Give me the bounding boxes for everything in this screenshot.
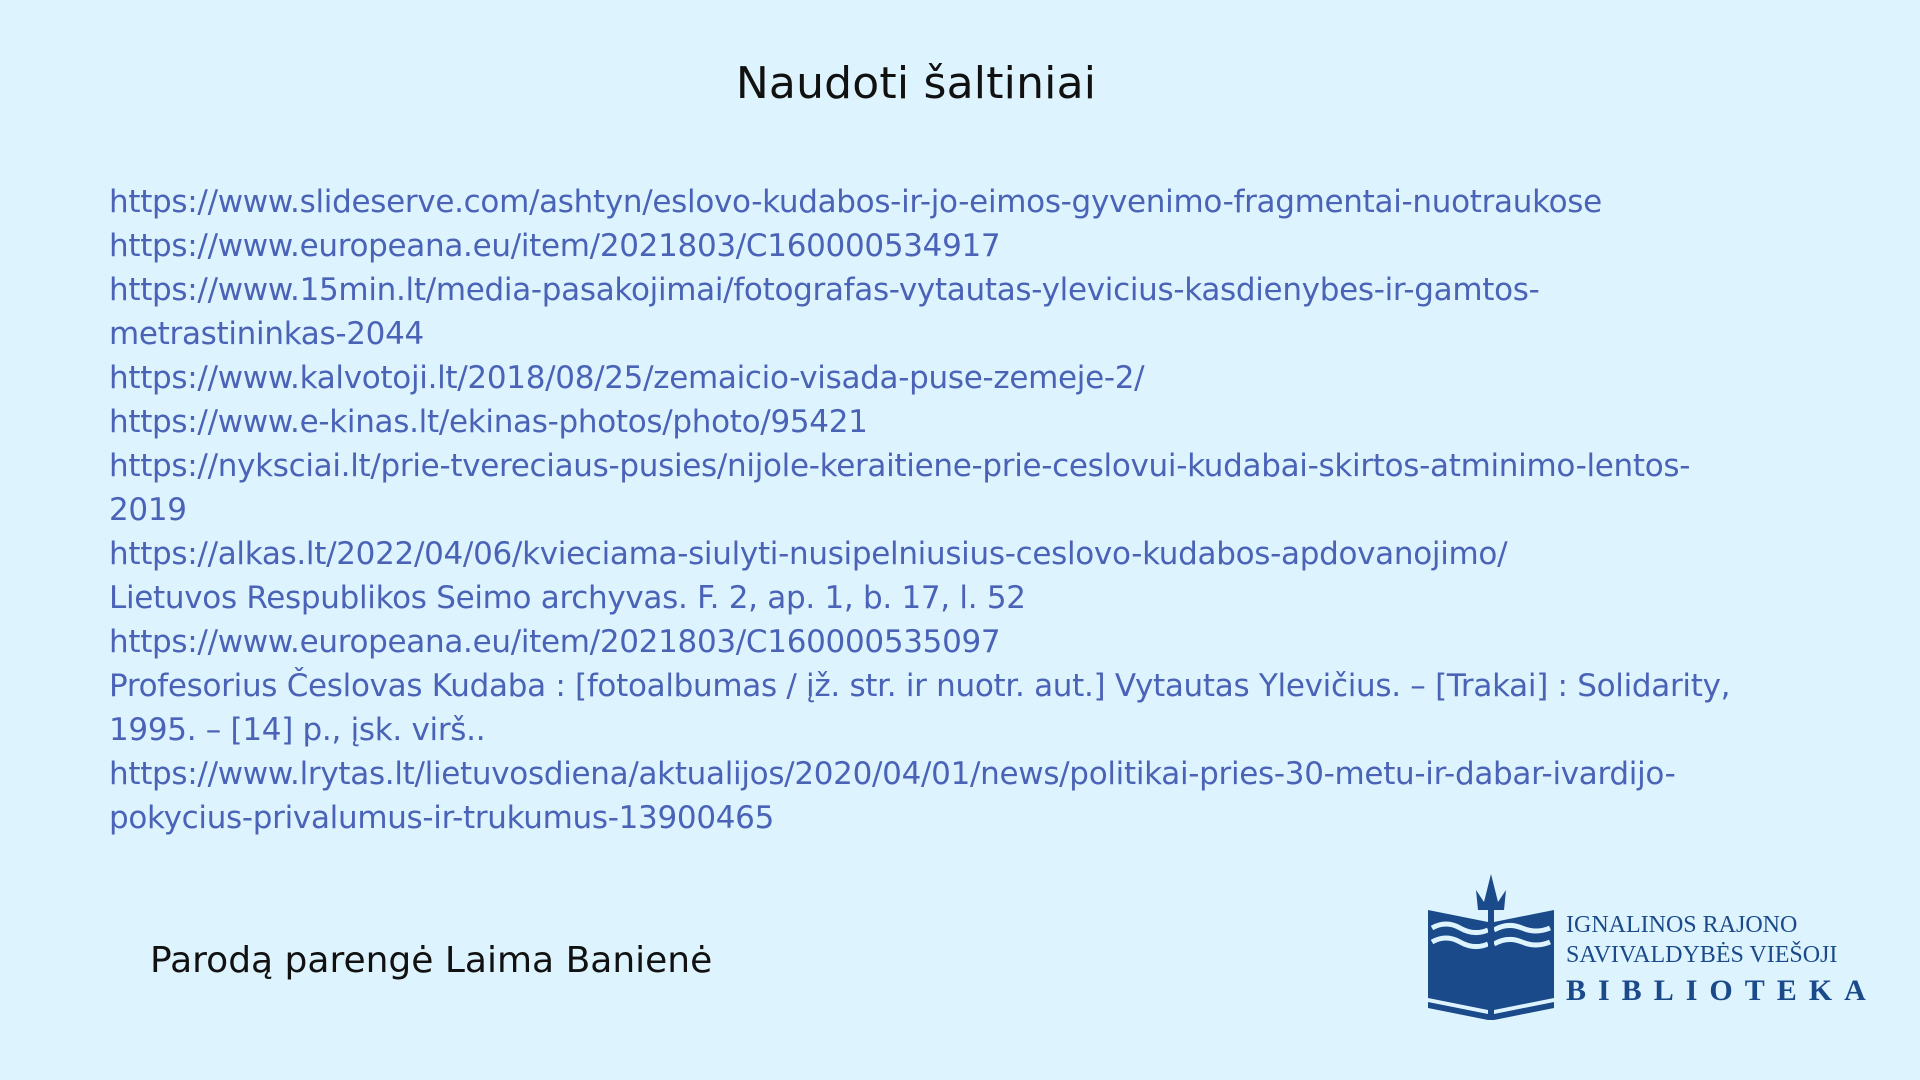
source-item[interactable]: https://nyksciai.lt/prie-tvereciaus-pusies/nijole-keraitiene-prie-ceslovui-kudabai-skirtos-atminimo-lentos-2019 [109, 448, 1691, 528]
source-item[interactable]: https://www.lrytas.lt/lietuvosdiena/aktualijos/2020/04/01/news/politikai-pries-30-metu-ir-dabar-ivardijo-pokycius-privalumus-ir-trukumus-13900465 [109, 756, 1676, 836]
source-item[interactable]: https://www.kalvotoji.lt/2018/08/25/zemaicio-visada-puse-zemeje-2/ [109, 360, 1145, 396]
open-book-crown-icon [1426, 870, 1556, 1020]
source-item[interactable]: https://www.europeana.eu/item/2021803/C160000534917 [109, 228, 1001, 264]
logo-line-2: SAVIVALDYBĖS VIEŠOJI [1566, 942, 1838, 968]
source-item[interactable]: https://www.slideserve.com/ashtyn/eslovo-kudabos-ir-jo-eimos-gyvenimo-fragmentai-nuotraukose [109, 184, 1602, 220]
source-item[interactable]: https://www.europeana.eu/item/2021803/C160000535097 [109, 624, 1001, 660]
logo-line-1: IGNALINOS RAJONO [1566, 912, 1798, 938]
source-item[interactable]: https://www.15min.lt/media-pasakojimai/fotografas-vytautas-ylevicius-kasdienybes-ir-gamtos-metrastininkas-2044 [109, 272, 1540, 352]
page-title: Naudoti šaltiniai [735, 58, 1097, 109]
logo-line-3: BIBLIOTEKA [1566, 974, 1878, 1007]
credit-text: Parodą parengė Laima Banienė [150, 940, 713, 981]
library-name [1566, 910, 1886, 1012]
source-item: Lietuvos Respublikos Seimo archyvas. F. 2, ap. 1, b. 17, l. 52 [109, 580, 1026, 616]
sources-list [109, 180, 1749, 840]
library-logo [1426, 870, 1886, 1020]
source-item[interactable]: https://alkas.lt/2022/04/06/kvieciama-siulyti-nusipelniusius-ceslovo-kudabos-apdovanojimo/ [109, 536, 1508, 572]
source-item[interactable]: https://www.e-kinas.lt/ekinas-photos/photo/95421 [109, 404, 868, 440]
source-item: Profesorius Česlovas Kudaba : [fotoalbumas / įž. str. ir nuotr. aut.] Vytautas Ylevičius. – [Trakai] : Solidarity, 1995. – [14] p., įsk. virš.. [109, 668, 1731, 748]
